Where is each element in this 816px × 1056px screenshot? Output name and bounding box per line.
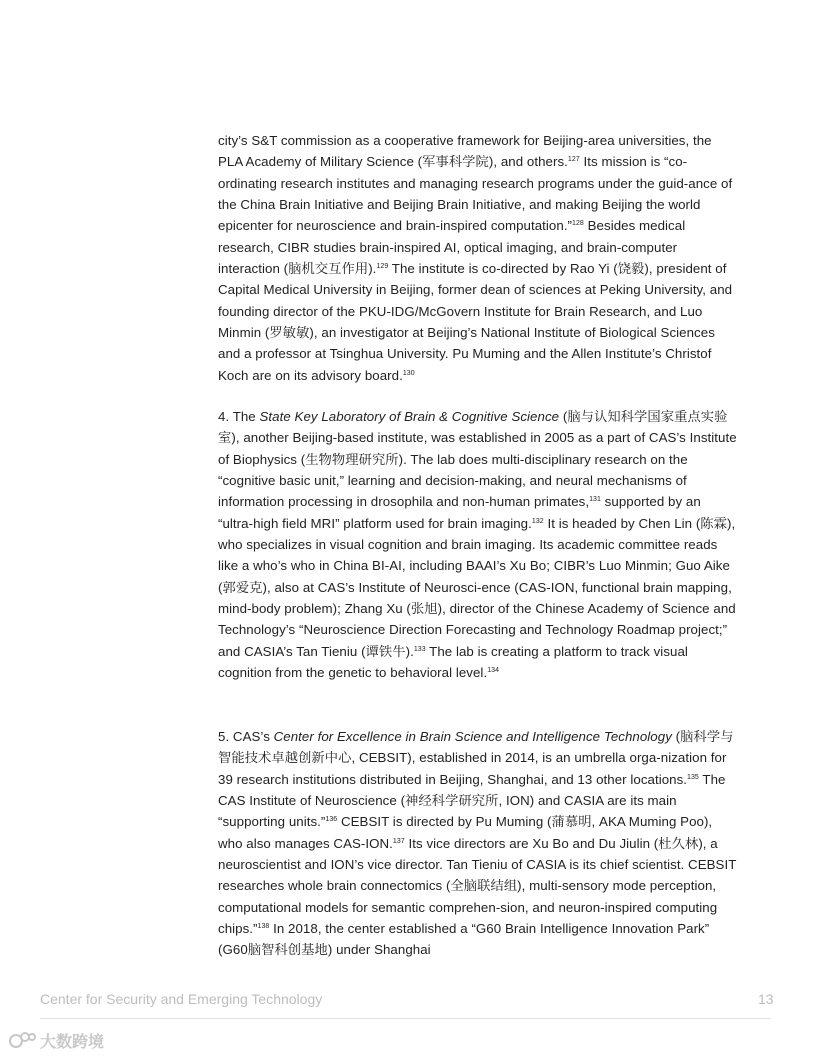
italic-title: Center for Excellence in Brain Science and Intelligence Technology <box>273 729 672 744</box>
paragraph-body <box>218 726 738 961</box>
footer-organization: Center for Security and Emerging Technology <box>40 991 323 1007</box>
footnote-ref: 128 <box>572 220 584 228</box>
paragraph-body <box>218 130 738 386</box>
text-run: The institute is co-directed by Rao Yi (饶毅), president of Capital Medical University in Beijing, former dean of sciences at Peking University, and founding director of the PKU-IDG/McGovern Institute for Brain Research, and Luo Minmin (罗敏敏), an investigator at Beijing’s National Institute of Biological Sciences and a professor at Tsinghua University. Pu Muming and the Allen Institute’s Christof Koch are on its advisory board. <box>218 261 733 383</box>
footnote-ref: 135 <box>687 773 699 781</box>
text-run: The lab is creating a platform to track visual cognition from the genetic to behavioral level. <box>218 643 688 681</box>
footnote-ref: 131 <box>589 496 601 504</box>
text-run: (脑与认知科学国家重点实验室), another Beijing-based institute, was established in 2005 as a part of CAS’s Institute of Biophysics (生物物理研究所). The lab does multi-disciplinary research on the “cognitive basic unit,” learning and decision-making, and neural mechanisms of information processing in drosophila and non-human primates, <box>218 409 737 510</box>
footnote-ref: 130 <box>402 369 415 377</box>
text-run: city’s S&T commission as a cooperative framework for Beijing-area universities, the PLA Academy of Military Science (军事科学院), and others. <box>218 133 712 170</box>
footer-divider <box>40 1018 771 1019</box>
footnote-ref: 133 <box>413 645 426 653</box>
text-run: supported by an “ultra-high field MRI” platform used for brain imaging. <box>218 494 701 531</box>
footnote-ref: 127 <box>567 156 580 164</box>
watermark-text: 大数跨境 <box>40 1033 105 1051</box>
footnote-ref: 132 <box>531 517 544 525</box>
text-run: In 2018, the center established a “G60 Brain Intelligence Innovation Park” (G60脑智科创基地) under Shanghai <box>218 921 710 958</box>
text-run: 4. The <box>218 409 260 424</box>
paragraph-state-key-lab <box>218 406 738 683</box>
text-run: Its vice directors are Xu Bo and Du Jiulin (杜久林), a neuroscientist and ION’s vice director. Tan Tieniu of CASIA is its chief scientist. CEBSIT researches whole brain connectomics (全脑联结组), multi-sensory mode perception, computational models for semantic comprehen-sion, and neuron-inspired computing chips.” <box>218 835 737 937</box>
text-run: 5. CAS’s <box>218 729 274 744</box>
footnote-ref: 137 <box>392 837 405 845</box>
text-run: CEBSIT is directed by Pu Muming (蒲慕明, AKA Muming Poo), who also manages CAS-ION. <box>218 814 713 851</box>
footnote-ref: 129 <box>376 263 389 271</box>
text-run: Besides medical research, CIBR studies brain-inspired AI, optical imaging, and brain-computer interaction (脑机交互作用). <box>218 218 686 277</box>
text-run: Its mission is “co-ordinating research institutes and managing research programs under the guid-ance of the China Brain Initiative and Beijing Brain Initiative, and making Beijing the world epicenter for neuroscience and brain-inspired computation.” <box>218 154 733 234</box>
footnote-ref: 136 <box>325 816 338 824</box>
page-number: 13 <box>758 991 774 1007</box>
text-run: (脑科学与智能技术卓越创新中心, CEBSIT), established in 2014, is an umbrella orga-nization for 39 research institutions distributed in Beijing, Shanghai, and 13 other locations. <box>218 729 734 787</box>
watermark <box>8 1028 104 1052</box>
footnote-ref: 138 <box>257 923 270 931</box>
text-run: The CAS Institute of Neuroscience (神经科学研究所, ION) and CASIA are its main “supporting units.” <box>218 771 726 830</box>
watermark-logo-icon <box>8 1030 36 1050</box>
paragraph-body <box>218 406 738 683</box>
paragraph-cibr <box>218 130 738 386</box>
footnote-ref: 134 <box>487 667 500 675</box>
text-run: It is headed by Chen Lin (陈霖), who specializes in visual cognition and brain imaging. Its academic committee reads like a who’s who in China BI-AI, including BAAI’s Xu Bo; CIBR’s Luo Minmin; Guo Aike (郭爱克), also at CAS’s Institute of Neurosci-ence (CAS-ION, functional brain mapping, mind-body problem); Zhang Xu (张旭), director of the Chinese Academy of Science and Technology’s “Neuroscience Direction Forecasting and Technology Roadmap project;” and CASIA’s Tan Tieniu (谭铁牛). <box>218 515 736 659</box>
paragraph-cebsit <box>218 726 738 961</box>
italic-title: State Key Laboratory of Brain & Cognitive Science <box>259 409 560 424</box>
